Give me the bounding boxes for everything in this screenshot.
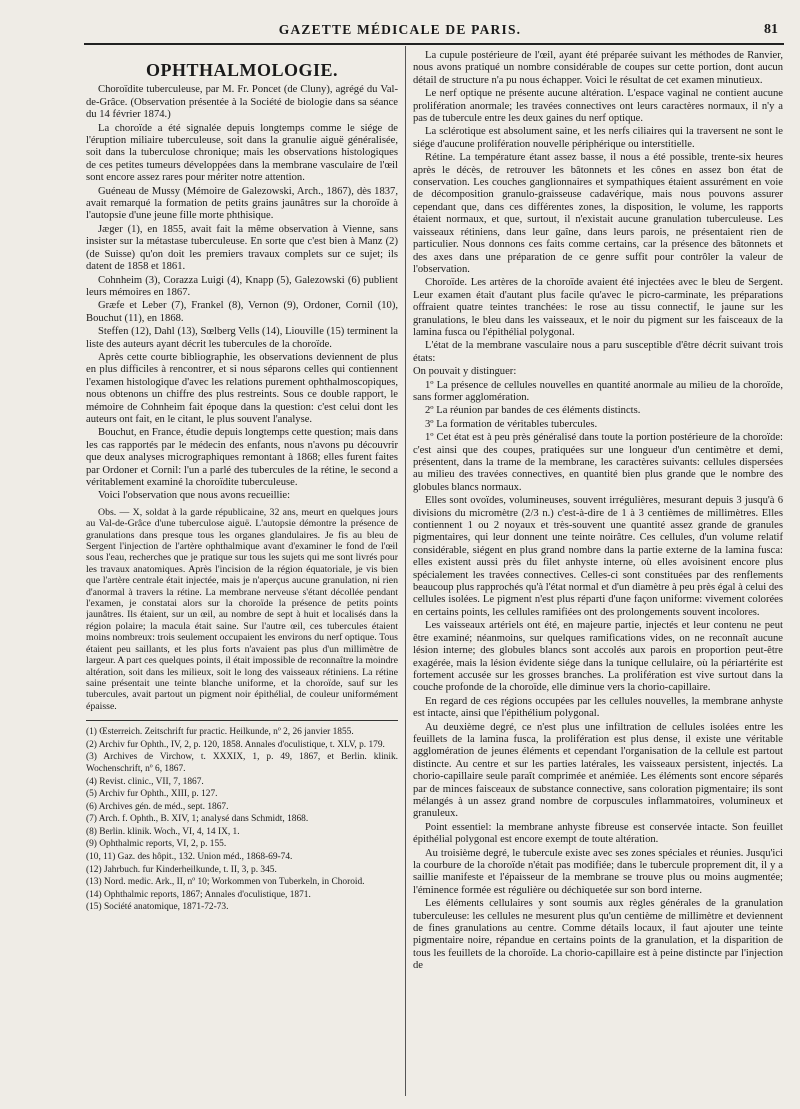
paragraph: Les vaisseaux artériels ont été, en majeure partie, injectés et leur contenu ne peut être examiné; néanmoins, sur quelques ramifications vides, on ne reconnaît aucune lésion interne; des globules blancs sont accolés aux parois en proportion peut-être exagérée, mais la lésion évidente siége dans la tunique cellulaire, où la périartérite est fortement accusée sur les grosses branches. La prolifération est vive surtout dans la couche profonde de la choroïde, elle diminue vers la chorio-capillaire. <box>413 620 783 694</box>
stage-list <box>413 380 783 432</box>
observation-block <box>86 507 398 712</box>
paragraph: Elles sont ovoïdes, volumineuses, souvent irrégulières, mesurant depuis 3 jusqu'à 6 divisions du micromètre (2/3 n.) c'est-à-dire de 1 à 3 centièmes de millimètres. Elles contiennent 1 ou 2 noyaux et très-souvent une quantité assez grande de granules pigmentaires, qui leur donnent une teinte noirâtre. Ces cellules, d'un volume relatif considérable, siégent en plus grand nombre dans la partie externe de la lamina fusca: elles existent aussi près du filet anhyste interne, où elles avoisinent encore plus spécialement les travées connectives. Celles-ci sont constituées par des renflements beaucoup plus rapprochés qu'à l'état normal et d'un diamètre à peu près égal à celui des cellules isolées. Le pigment n'est plus réparti d'une façon uniforme: vivement colorées en certains points, les cellules ramifiées ont des prolongements souvent incolores. <box>413 495 783 618</box>
footnote: (8) Berlin. klinik. Woch., VI, 4, 14 IX, 1. <box>86 826 240 837</box>
paragraph: Steffen (12), Dahl (13), Sœlberg Vells (14), Liouville (15) terminent la liste des auteurs ayant décrit les tubercules de la choroïde. <box>86 326 398 350</box>
paragraph: Bouchut, en France, étudie depuis longtemps cette question; mais dans les cas rapportés par le médecin des enfants, nous n'avons pu découvrir que deux analyses micrographiques remontant à 1868; elles furent faites par Ordoner et Cornil: l'un a parlé des tubercules de la rétine, le second a véritablement examiné la choroïdite tuberculeuse. <box>86 427 398 488</box>
paragraph: Cohnheim (3), Corazza Luigi (4), Knapp (5), Galezowski (6) publient leurs mémoires en 1867. <box>86 274 398 298</box>
paragraph: Rétine. La température étant assez basse, il nous a été possible, trente-six heures après le décès, de retrouver les bâtonnets et les cônes en assez bon état de conservation. Les couches ganglionnaires et sympathiques étaient assurément en voie de décomposition granulo-graisseuse cadavérique, mais nous pouvons assurer cependant que, dans ces différentes zones, la disposition, le volume, les rapports étaient normaux, et que, surtout, il n'existait aucune granulation tuberculeuse. Les vaisseaux rétiniens, dans leur gaîne, dans leurs parois, ne présentaient rien de particulier. Nous donnons ces faits comme certains, car la présence des bâtonnets et des axes dans une préparation de ce genre suffit pour contrôler la valeur de l'observation. <box>413 152 783 275</box>
paragraph: La choroïde a été signalée depuis longtemps comme le siége de l'éruption miliaire tuberculeuse, soit dans la granulie aiguë généralisée, soit dans la tuberculose chronique; mais les observations histologiques de ces petites tumeurs développées dans la membrane vasculaire de l'œil sont encore assez rares pour mériter notre attention. <box>86 122 398 184</box>
running-head <box>0 22 800 42</box>
footnote: (2) Archiv fur Ophth., IV, 2, p. 120, 1858. Annales d'oculistique, t. XLV, p. 179. <box>86 739 385 750</box>
footnote-rule <box>86 720 398 721</box>
left-paragraphs <box>86 84 398 502</box>
paragraph: Les éléments cellulaires y sont soumis aux règles générales de la granulation tuberculeuse: les cellules ne mesurent plus qu'un centième de millimètre et deviennent de fines granulations au centre. Comme détails locaux, il faut ajouter une teinte pigmentaire noire, répandue en certains points de la granulation, et la disparition de tous les feuillets de la choroïde. La chorio-capillaire est à peine distincte par l'injection de <box>413 898 783 972</box>
paragraph: En regard de ces régions occupées par les cellules nouvelles, la membrane anhyste est intacte, ainsi que l'épithélium polygonal. <box>413 695 783 720</box>
paragraph: Græfe et Leber (7), Frankel (8), Vernon (9), Ordoner, Cornil (10), Bouchut (11), en 1868. <box>86 300 398 324</box>
observation-text: Obs. — X, soldat à la garde républicaine, 32 ans, meurt en quelques jours au Val-de-Grâce d'une tuberculose aiguë. L'autopsie démontre la présence de granulations dans presque tous les organes glandulaires. Je fis au bleu de Sergent l'injection de l'artère ophthalmique avant d'examiner le fond de l'œil sous l'eau, recherches que je pratique sur tous les sujets qui me sont livrés pour les travaux anatomiques. Après l'incision de la région équatoriale, je vis bien que l'artère centrale était injectée, mais je n'aperçus aucune granulation, ni rien d'anormal à travers la rétine. La membrane nerveuse s'étant décollée pendant l'examen, je constatai alors sur la choroïde la présence de petits points jaunâtres. Ils étaient, sur un œil, au nombre de sept à huit et localisés dans la région polaire; la macula était saine. Sur l'autre œil, ces tubercules étaient moins nombreux: trois seulement occupaient les environs du nerf optique. Tous étaient peu saillants, et les plus forts n'avaient pas plus d'un millimètre de largeur. A part ces quelques points, il était impossible de reconnaître la moindre altération, soit dans les milieux, soit le long des vaisseaux rétiniens. La rétine saine présentait une teinte blanche uniforme, et la choroïde, sauf sur les tubercules, avait partout un pigment noir épithélial, de couleur uniformément épaisse. <box>86 506 398 712</box>
footnote: (1) Œsterreich. Zeitschrift fur practic. Heilkunde, nº 2, 26 janvier 1855. <box>86 727 354 738</box>
journal-title: GAZETTE MÉDICALE DE PARIS. <box>278 22 522 37</box>
header-rule <box>84 43 784 45</box>
paragraph: Guéneau de Mussy (Mémoire de Galezowski, Arch., 1867), dès 1837, avait remarqué la formation de petits grains jaunâtres sur la choroïde à l'autopsie d'une jeune fille morte phthisique. <box>86 185 398 222</box>
footnote: (7) Arch. f. Ophth., B. XIV, 1; analysé dans Schmidt, 1868. <box>86 814 309 825</box>
section-title: OPHTHALMOLOGIE. <box>145 60 339 80</box>
footnote: (3) Archives de Virchow, t. XXXIX, 1, p. 49, 1867, et Berlin. klinik. Wochenschrift, nº 6, 1867. <box>86 752 398 774</box>
paragraph: Choroïde. Les artères de la choroïde avaient été injectées avec le bleu de Sergent. Leur examen était d'autant plus facile qu'avec le picro-carminate, les préparations offraient quatre teintes tranchées: le rose au tissu connectif, le jaune sur les granulations, le bleu dans les vaisseaux, et le noir du pigment sur les faisceaux de la lamina fusca ou l'épithélial polygonal. <box>413 277 783 338</box>
column-divider <box>405 46 406 1096</box>
footnotes <box>86 727 398 914</box>
paragraph: Au troisième degré, le tubercule existe avec ses zones spéciales et réunies. Jusqu'ici la courbure de la choroïde n'était pas modifiée; dans le tubercule proprement dit, il y a saillie manifeste et l'épaisseur de la membrane se trouve plus ou moins augmentée; l'éminence formée est régulière ou déchiquetée sur son bord interne. <box>413 847 783 896</box>
paragraph: Jæger (1), en 1855, avait fait la même observation à Vienne, sans insister sur la métastase tuberculeuse. En sorte que c'est bien à Manz (2) (de Suisse) qu'on doit les premiers travaux complets sur ce sujet; ils datent de 1858 et 1861. <box>86 223 398 273</box>
right-paragraphs <box>413 50 783 365</box>
distinguish-label: On pouvait y distinguer: <box>413 366 517 378</box>
footnote: (12) Jahrbuch. fur Kinderheilkunde, t. II, 3, p. 345. <box>86 864 277 875</box>
paragraph: La cupule postérieure de l'œil, ayant été préparée suivant les méthodes de Ranvier, nous avons pratiqué un nombre considérable de coupes sur cette portion, dont aucun détail de structure n'a pu nous échapper. Voici le résultat de cet examen minutieux. <box>413 50 783 86</box>
list-item: 1º La présence de cellules nouvelles en quantité anormale au milieu de la choroïde, sans former agglomération. <box>413 379 783 403</box>
paragraph: La sclérotique est absolument saine, et les nerfs ciliaires qui la traversent ne sont le siége d'aucune prolifération nouvelle périphérique ou interstitielle. <box>413 126 783 150</box>
list-item: 2º La réunion par bandes de ces éléments distincts. <box>425 405 641 417</box>
paragraph: Le nerf optique ne présente aucune altération. L'espace vaginal ne contient aucune prolifération anormale; les travées connectives ont leurs caractères normaux, il n'y a pas de tubercule entre les deux gaines du nerf optique. <box>413 88 783 125</box>
footnote: (4) Revist. clinic., VII, 7, 1867. <box>86 776 204 787</box>
right-paragraphs-continued <box>413 432 783 972</box>
footnote: (10, 11) Gaz. des hôpit., 132. Union méd., 1868-69-74. <box>86 852 293 863</box>
footnote: (9) Ophthalmic reports, VI, 2, p. 155. <box>86 839 227 850</box>
paragraph: Après cette courte bibliographie, les observations deviennent de plus en plus difficiles à rencontrer, et si nous séparons celles qui contiennent l'examen histologique d'avec les relations purement ophthalmoscopiques, nous obtenons un chiffre des plus restreints. Sous ce double rapport, le mémoire de Cohnheim fait époque dans la question: c'est celui dont les auteurs ont fait, en le citant, le plus souvent l'analyse. <box>86 351 398 425</box>
footnote: (15) Société anatomique, 1871-72-73. <box>86 902 229 913</box>
paragraph: Point essentiel: la membrane anhyste fibreuse est conservée intacte. Son feuillet épithélial polygonal est encore exempt de toute altération. <box>413 821 783 846</box>
footnote: (14) Ophthalmic reports, 1867; Annales d'oculistique, 1871. <box>86 889 311 900</box>
list-item: 3º La formation de véritables tubercules. <box>425 418 598 430</box>
paragraph: Choroïdite tuberculeuse, par M. Fr. Poncet (de Cluny), agrégé du Val-de-Grâce. (Observation présentée à la Société de biologie dans sa séance du 14 février 1874.) <box>86 84 398 121</box>
paragraph: Voici l'observation que nous avons recueillie: <box>98 490 291 502</box>
paragraph: 1º Cet état est à peu près généralisé dans toute la portion postérieure de la choroïde: c'est ainsi que des coupes, pratiquées sur une longueur d'un centimètre et demi, présentent, dans la trame de la membrane, les caractères suivants: cellules dispersées au milieu des travées connectives, en quantité bien plus grande que le nombre des globules blancs normaux. <box>413 432 783 493</box>
footnote: (13) Nord. medic. Ark., II, nº 10; Workommen von Tuberkeln, in Choroid. <box>86 877 365 888</box>
left-column <box>86 50 398 1100</box>
paragraph: L'état de la membrane vasculaire nous a paru susceptible d'être décrit suivant trois états: <box>413 340 783 364</box>
footnote: (5) Archiv fur Ophth., XIII, p. 127. <box>86 789 218 800</box>
footnote: (6) Archives gén. de méd., sept. 1867. <box>86 801 229 812</box>
paragraph: Au deuxième degré, ce n'est plus une infiltration de cellules isolées entre les feuillets de la lamina fusca, la prolifération est plus dense, il existe une véritable agglomération de jeunes éléments et cependant l'organisation de la cellule est partout distincte. Au centre et sur les parties latérales, les vaisseaux persistent, injectés. La chorio-capillaire seule paraît comprimée et anémiée. Les éléments sont encore séparés par de minces faisceaux de substance connective, sans coloration pigmentaire; ils sont mélangés à un assez grand nombre de corpuscules inflammatoires, volumineux et granuleux. <box>413 721 783 820</box>
page-number: 81 <box>764 22 778 37</box>
right-column <box>413 50 783 1100</box>
